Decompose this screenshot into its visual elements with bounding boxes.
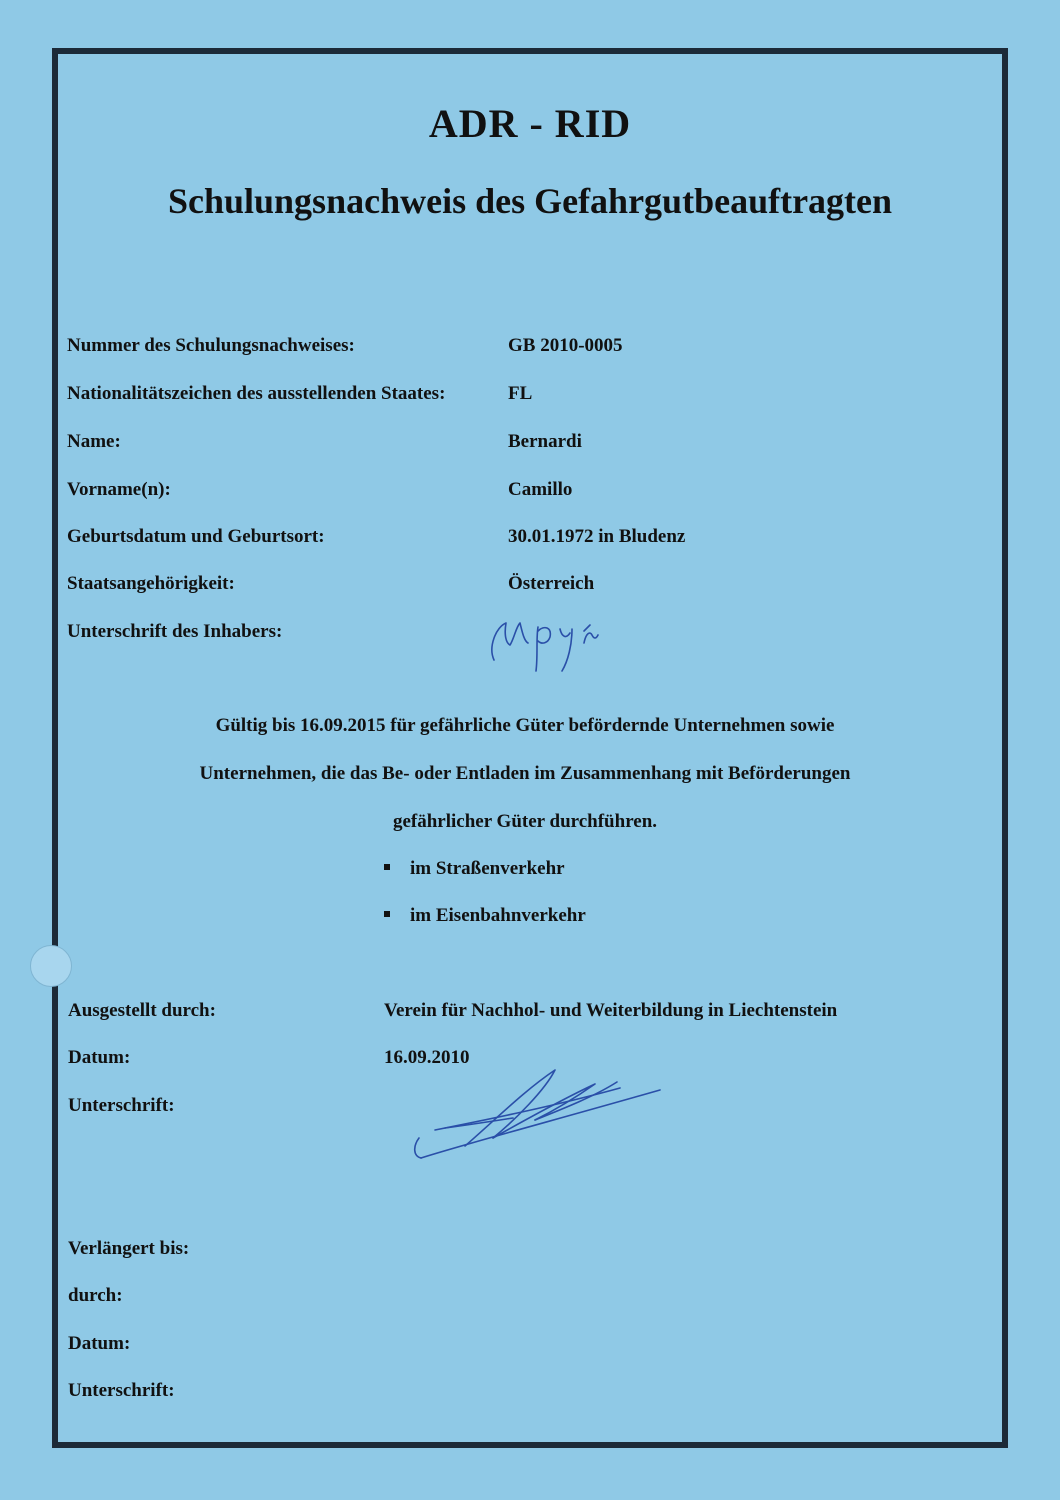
validity-line-1: Gültig bis 16.09.2015 für gefährliche Güter befördernde Unternehmen sowie (215, 715, 835, 736)
validity-line-2: Unternehmen, die das Be- oder Entladen im Zusammenhang mit Beförderungen (199, 763, 851, 784)
extension-signature-label: Unterschrift: (68, 1380, 175, 1401)
document-subtitle: Schulungsnachweis des Gefahrgutbeauftragten (167, 181, 893, 221)
certificate-number-value: GB 2010-0005 (508, 335, 623, 356)
extended-by-label: durch: (68, 1285, 123, 1306)
birth-date-value: 30.01.1972 in Bludenz (508, 526, 686, 547)
issuer-signature-label: Unterschrift: (68, 1095, 175, 1116)
bullet-icon (384, 911, 390, 917)
name-label: Name: (67, 431, 121, 452)
citizenship-label: Staatsangehörigkeit: (67, 573, 235, 594)
mode-road (384, 858, 565, 880)
mode-rail (384, 905, 586, 927)
bullet-icon (384, 864, 390, 870)
document-title: ADR - RID (428, 101, 632, 146)
issue-date-label: Datum: (68, 1047, 131, 1068)
issued-by-value: Verein für Nachhol- und Weiterbildung in Liechtenstein (384, 1000, 838, 1021)
extension-date-label: Datum: (68, 1333, 131, 1354)
issued-by-label: Ausgestellt durch: (68, 1000, 216, 1021)
birth-date-label: Geburtsdatum und Geburtsort: (67, 526, 325, 547)
issuer-signature (405, 1060, 670, 1165)
validity-line-3: gefährlicher Güter durchführen. (392, 811, 658, 832)
holder-signature (480, 605, 620, 680)
first-name-value: Camillo (508, 479, 573, 500)
issue-date-value: 16.09.2010 (384, 1047, 470, 1068)
citizenship-value: Österreich (508, 573, 595, 594)
name-value: Bernardi (508, 431, 582, 452)
mode-rail-label: im Eisenbahnverkehr (410, 905, 586, 926)
first-name-label: Vorname(n): (67, 479, 171, 500)
holder-signature-label: Unterschrift des Inhabers: (67, 621, 283, 642)
mode-road-label: im Straßenverkehr (410, 858, 565, 879)
nationality-label: Nationalitätszeichen des ausstellenden Staates: (67, 383, 446, 404)
certificate-number-label: Nummer des Schulungsnachweises: (67, 335, 355, 356)
document-border (52, 48, 1008, 1448)
punch-hole (30, 945, 72, 987)
nationality-value: FL (508, 383, 533, 404)
extended-until-label: Verlängert bis: (68, 1238, 190, 1259)
